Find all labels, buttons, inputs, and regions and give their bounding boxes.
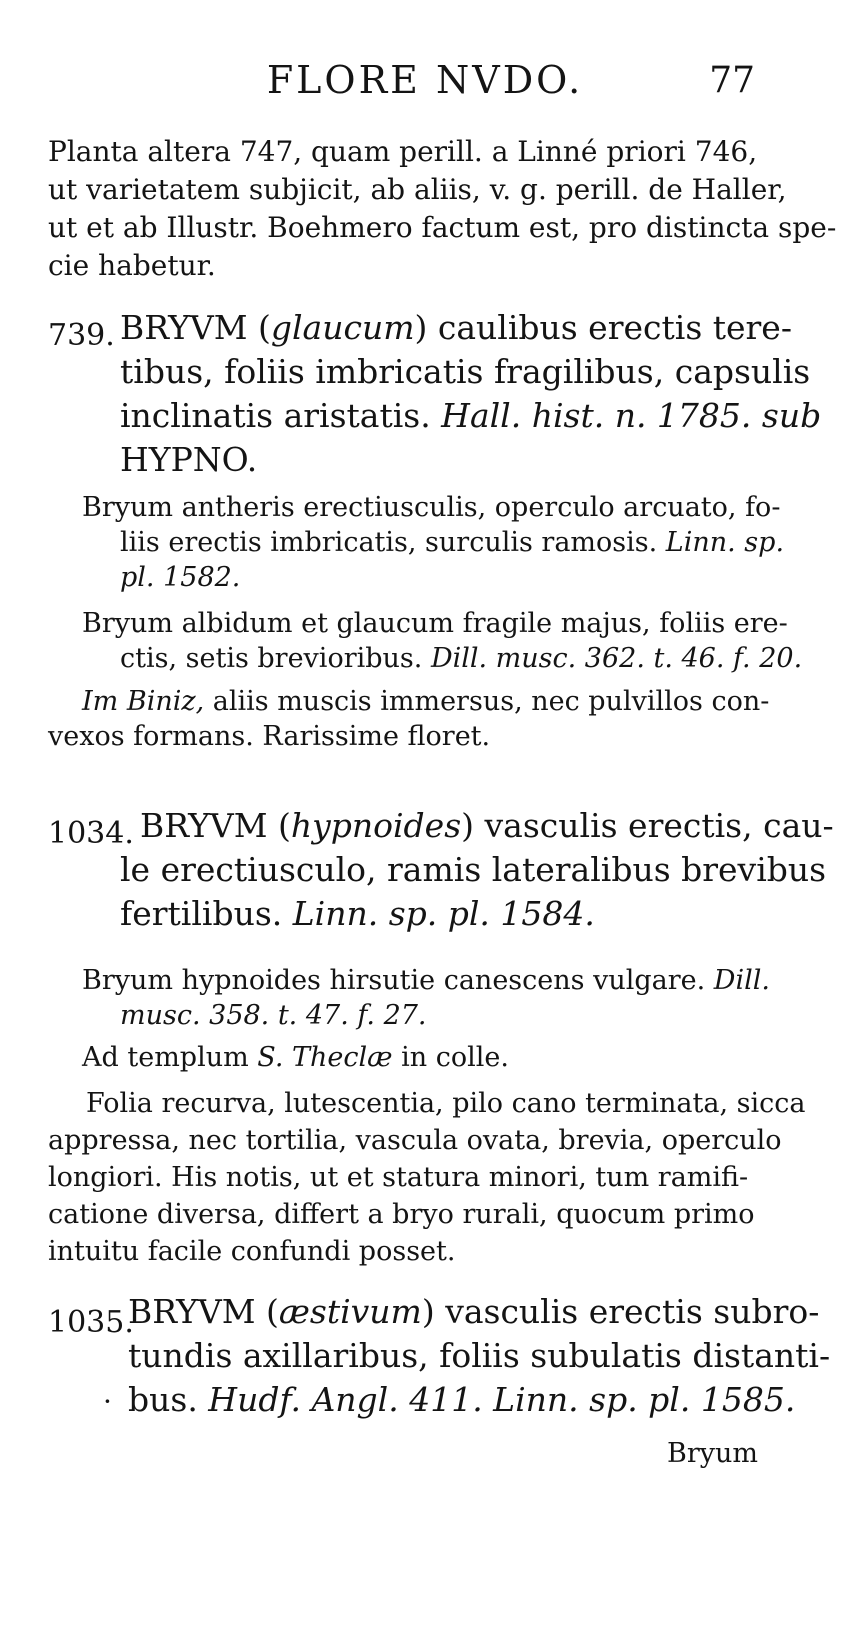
text-run: Ad templum	[82, 1042, 258, 1073]
text-run: liis erectis imbricatis, surculis ramosis.	[120, 527, 666, 558]
text-line	[82, 641, 802, 676]
locality: S. Theclæ	[257, 1042, 393, 1073]
entry-739	[120, 306, 821, 482]
text-line: ut varietatem subjicit, ab aliis, v. g. perill. de Haller,	[48, 173, 787, 206]
note-paragraph-1	[48, 133, 836, 285]
citation: Dill.	[713, 965, 770, 996]
text-run: bus.	[128, 1380, 209, 1419]
text-line: tundis axillaribus, foliis subulatis distanti-	[128, 1336, 831, 1375]
text-line: cie habetur.	[48, 249, 216, 282]
text-line	[120, 306, 821, 350]
text-line	[82, 998, 770, 1033]
text-line	[82, 963, 770, 998]
text-run: BRYVM (	[120, 308, 271, 347]
entry-number-1035: 1035.	[48, 1305, 134, 1340]
species-epithet: æstivum	[278, 1292, 422, 1331]
species-epithet: glaucum	[270, 308, 415, 347]
citation: Hudf. Angl. 411. Linn. sp. pl. 1585.	[208, 1380, 796, 1419]
text-line	[82, 1040, 509, 1075]
text-line	[120, 394, 821, 438]
text-line	[82, 525, 784, 560]
page-number: 77	[709, 60, 755, 101]
text-run: inclinatis aristatis.	[120, 396, 442, 435]
synonym-739-b	[82, 606, 802, 676]
text-line: vexos formans. Rarissime floret.	[48, 721, 491, 752]
citation: Hall. hist. n. 1785. sub	[441, 396, 822, 435]
text-line: Planta altera 747, quam perill. a Linné priori 746,	[48, 135, 758, 168]
text-line: Folia recurva, lutescentia, pilo cano terminata, sicca	[86, 1088, 806, 1119]
text-line: le erectiusculo, ramis lateralibus brevibus	[120, 850, 827, 889]
text-line: ut et ab Illustr. Boehmero factum est, pro distincta spe-	[48, 211, 837, 244]
text-line	[82, 684, 769, 719]
entry-number-739: 739.	[48, 318, 115, 353]
text-line: catione diversa, differt a bryo rurali, quocum primo	[48, 1199, 755, 1230]
habitat-1034	[82, 1040, 509, 1075]
citation: Dill. musc. 362. t. 46. f. 20.	[430, 643, 803, 674]
locality: Im Biniz,	[82, 686, 205, 717]
species-epithet: hypnoides	[290, 806, 462, 845]
text-line	[120, 892, 834, 936]
citation: musc. 358. t. 47. f. 27.	[120, 1000, 427, 1031]
text-run: ) caulibus erectis tere-	[414, 308, 792, 347]
text-run: in colle.	[392, 1042, 509, 1073]
text-line: tibus, foliis imbricatis fragilibus, capsulis	[120, 352, 811, 391]
text-line: intuitu facile confundi posset.	[48, 1236, 456, 1267]
entry-1034	[120, 804, 834, 936]
text-line: Bryum albidum et glaucum fragile majus, foliis ere-	[82, 608, 788, 639]
text-run: ctis, setis brevioribus.	[120, 643, 431, 674]
text-line	[82, 560, 784, 595]
text-run: Bryum hypnoides hirsutie canescens vulgare.	[82, 965, 714, 996]
entry-1035	[128, 1290, 830, 1422]
text-line: HYPNO.	[120, 440, 258, 479]
text-line: appressa, nec tortilia, vascula ovata, brevia, operculo	[48, 1125, 782, 1156]
text-run: fertilibus.	[120, 894, 293, 933]
text-run: BRYVM (	[140, 806, 291, 845]
habitat-739	[48, 684, 770, 754]
text-line: longiori. His notis, ut et statura minori, tum ramifi-	[48, 1162, 749, 1193]
citation: Linn. sp. pl. 1584.	[292, 894, 595, 933]
text-run: ) vasculis erectis subro-	[421, 1292, 820, 1331]
entry-number-1034: 1034.	[48, 816, 134, 851]
text-run: ) vasculis erectis, cau-	[461, 806, 834, 845]
synonym-1034-a	[82, 963, 770, 1033]
catchword: Bryum	[667, 1438, 758, 1469]
marginal-dot: ·	[103, 1385, 112, 1418]
running-head: FLORE NVDO.	[266, 58, 584, 102]
text-line: Bryum antheris erectiusculis, operculo arcuato, fo-	[82, 492, 781, 523]
note-paragraph-2	[48, 1085, 805, 1270]
text-line	[128, 1378, 830, 1422]
text-line	[140, 804, 834, 848]
text-line	[128, 1290, 830, 1334]
synonym-739-a	[82, 490, 784, 595]
text-run: BRYVM (	[128, 1292, 279, 1331]
text-run: aliis muscis immersus, nec pulvillos con-	[204, 686, 770, 717]
citation: Linn. sp.	[665, 527, 785, 558]
citation: pl. 1582.	[120, 562, 241, 593]
